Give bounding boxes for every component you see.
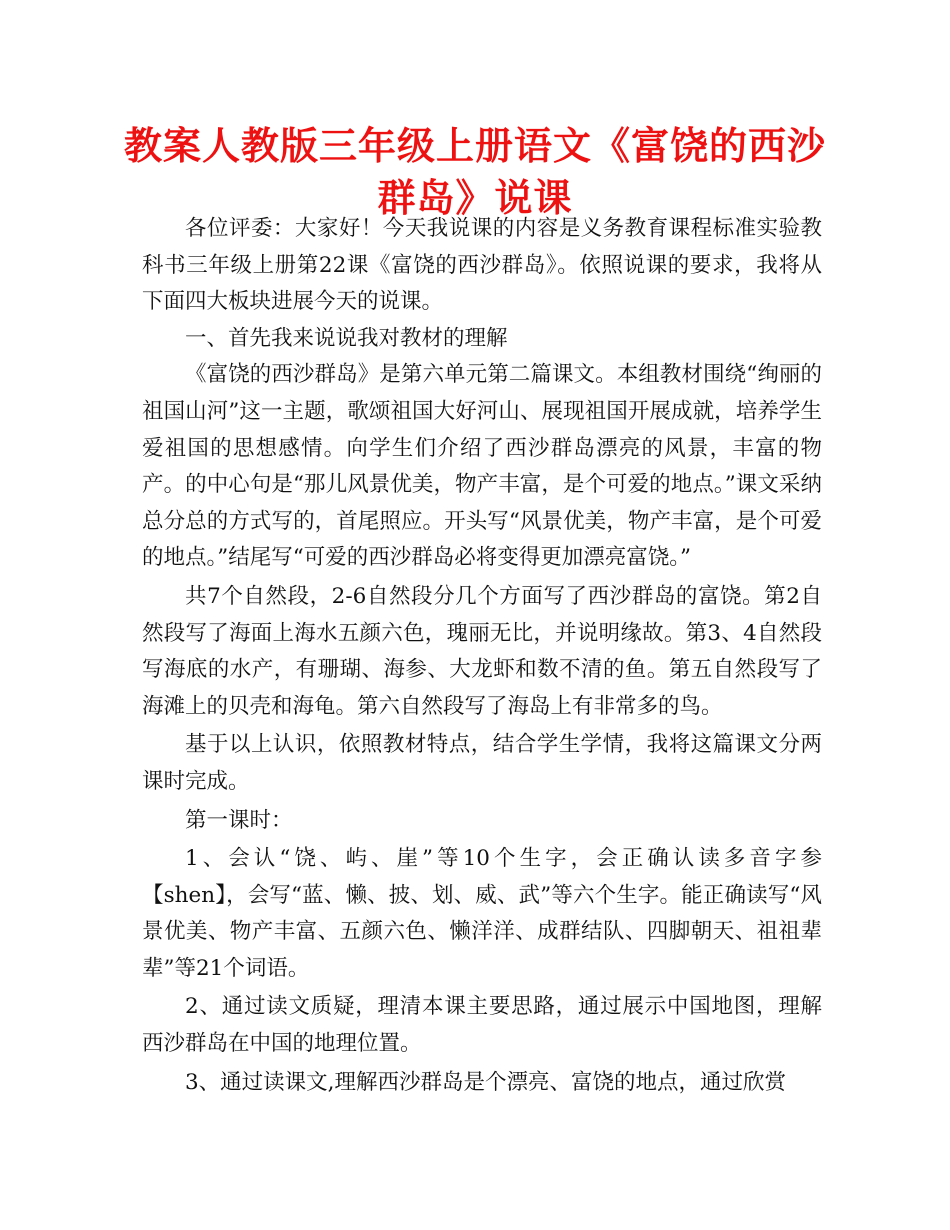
document-title: 教案人教版三年级上册语文《富饶的西沙群岛》说课 [123, 124, 826, 220]
paragraph-structure: 共7个自然段，2-6自然段分几个方面写了西沙群岛的富饶。第2自然段写了海面上海水五颜六色，瑰丽无比，并说明缘故。第3、4自然段写海底的水产，有珊瑚、海参、大龙虾和数不清的鱼。第五自然段写了海滩上的贝壳和海龟。第六自然段写了海岛上有非常多的鸟。 [142, 583, 822, 719]
document-body [142, 211, 822, 1101]
paragraph-intro: 各位评委：大家好！今天我说课的内容是义务教育课程标准实验教科书三年级上册第22课《富饶的西沙群岛》。依照说课的要求，我将从下面四大板块进展今天的说课。 [142, 216, 822, 315]
paragraph-first-lesson: 第一课时： [185, 807, 293, 833]
paragraph-objective-2: 2、通过读文质疑，理清本课主要思路，通过展示中国地图，理解西沙群岛在中国的地理位置。 [142, 994, 822, 1057]
paragraph-objective-1: 1、会认“饶、屿、崖”等10个生字，会正确认读多音字参【shen】，会写“蓝、懒、披、划、威、武”等六个生字。能正确读写“风景优美、物产丰富、五颜六色、懒洋洋、成群结队、四脚朝天、祖祖辈辈”等21个词语。 [142, 846, 822, 981]
section-heading-textbook: 一、首先我来说说我对教材的理解 [185, 325, 508, 351]
paragraph-textbook-analysis: 《富饶的西沙群岛》是第六单元第二篇课文。本组教材围绕“绚丽的祖国山河”这一主题，歌颂祖国大好河山、展现祖国开展成就，培养学生爱祖国的思想感情。向学生们介绍了西沙群岛漂亮的风景，丰富的物产。的中心句是“那儿风景优美，物产丰富，是个可爱的地点。”课文采纳总分总的方式写的，首尾照应。开头写“风景优美，物产丰富，是个可爱的地点。”结尾写“可爱的西沙群岛必将变得更加漂亮富饶。” [142, 362, 822, 571]
paragraph-objective-3: 3、通过读课文,理解西沙群岛是个漂亮、富饶的地点，通过欣赏 [185, 1069, 787, 1095]
paragraph-lesson-plan: 基于以上认识，依照教材特点，结合学生学情，我将这篇课文分两课时完成。 [142, 732, 822, 794]
